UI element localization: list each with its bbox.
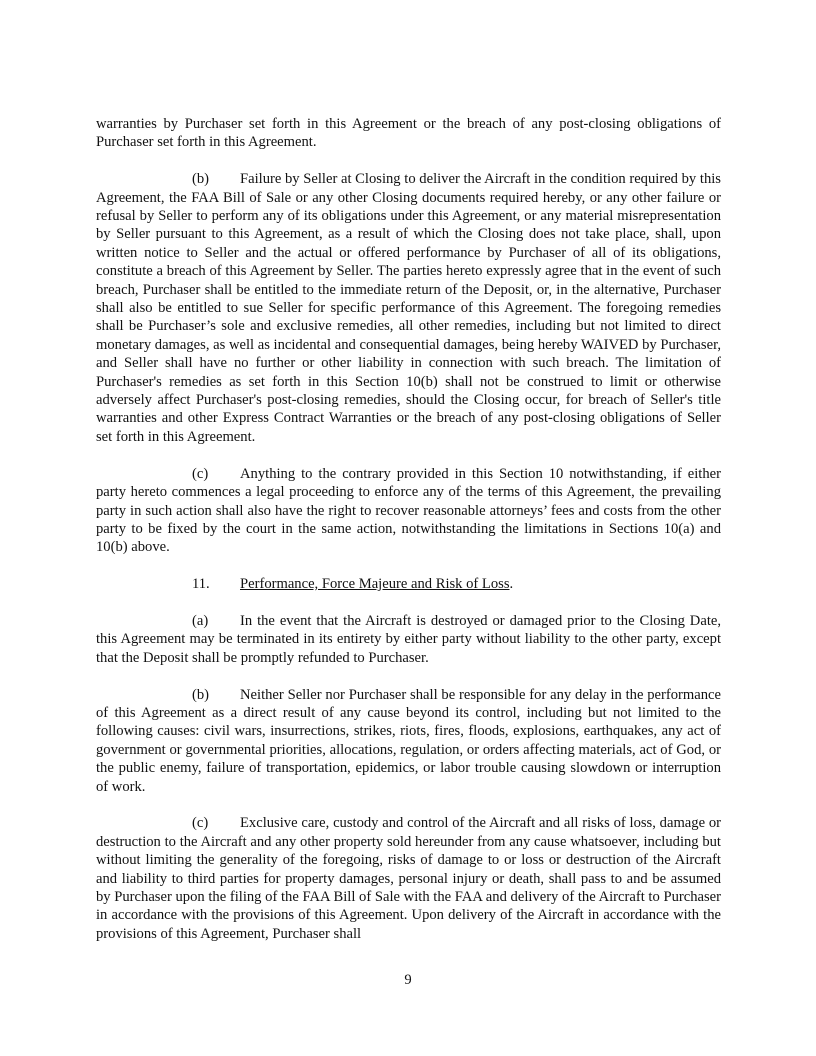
section-11-heading xyxy=(192,575,721,593)
section-10c-marker: (c) xyxy=(192,465,209,482)
section-11-title: Performance, Force Majeure and Risk of Loss xyxy=(240,576,510,593)
section-10c-paragraph xyxy=(96,465,721,557)
page-number: 9 xyxy=(404,972,412,988)
section-10b-text: Failure by Seller at Closing to deliver the Aircraft in the condition required by this Agreement, the FAA Bill of Sale or any other Closing documents required hereby, or any other failure or refusal by Seller to perform any of its obligations under this Agreement, or any material misrepresentation by Seller pursuant to this Agreement, as a result of which the Closing does not take place, shall, upon written notice to Seller and the actual or offered performance by Purchaser of all of its obligations, constitute a breach of this Agreement by Seller. The parties hereto expressly agree that in the event of such breach, Purchaser shall be entitled to the immediate return of the Deposit, or, in the alternative, Purchaser shall also be entitled to sue Seller for specific performance of this Agreement. The foregoing remedies shall be Purchaser’s sole and exclusive remedies, all other remedies, including but not limited to direct monetary damages, as well as incidental and consequential damages, being hereby WAIVED by Purchaser, and Seller shall have no further or other liability in connection with such breach. The limitation of Purchaser's remedies as set forth in this Section 10(b) shall not be construed to limit or otherwise adversely affect Purchaser's post-closing remedies, should the Closing occur, for breach of Seller's title warranties and other Express Contract Warranties or the breach of any post-closing obligations of Seller set forth in this Agreement. xyxy=(96,171,721,445)
section-11a-text: In the event that the Aircraft is destroyed or damaged prior to the Closing Date, this Agreement may be terminated in its entirety by either party without liability to the other party, except that the Deposit shall be promptly refunded to Purchaser. xyxy=(96,612,721,666)
section-11b-text: Neither Seller nor Purchaser shall be responsible for any delay in the performance of this Agreement as a direct result of any cause beyond its control, including but not limited to the following causes: civil wars, insurrections, strikes, riots, fires, floods, explosions, earthquakes, any act of government or governmental priorities, allocations, regulation, or orders affecting materials, act of God, or the public enemy, failure of transportation, epidemics, or labor trouble causing slowdown or interruption of work. xyxy=(96,686,721,795)
section-11-title-suffix: . xyxy=(509,576,514,593)
section-11-number: 11. xyxy=(192,576,210,593)
section-10c-text: Anything to the contrary provided in this Section 10 notwithstanding, if either party hereto commences a legal proceeding to enforce any of the terms of this Agreement, the prevailing party in such action shall also have the right to recover reasonable attorneys’ fees and costs from the other party to be fixed by the court in the same action, notwithstanding the limitations in Sections 10(a) and 10(b) above. xyxy=(96,465,721,556)
section-11c-paragraph xyxy=(96,814,721,943)
section-11b-paragraph xyxy=(96,686,721,796)
document-page xyxy=(96,115,721,962)
section-11a-marker: (a) xyxy=(192,612,209,629)
section-11c-marker: (c) xyxy=(192,815,209,832)
continuation-paragraph: warranties by Purchaser set forth in this Agreement or the breach of any post-closing obligations of Purchaser set forth in this Agreement. xyxy=(96,116,721,151)
section-10b-paragraph xyxy=(96,170,721,446)
section-11b-marker: (b) xyxy=(192,686,210,703)
section-11a-paragraph xyxy=(96,612,721,667)
section-11c-text: Exclusive care, custody and control of the Aircraft and all risks of loss, damage or destruction to the Aircraft and any other property sold hereunder from any cause whatsoever, including but without limiting the generality of the foregoing, risks of damage to or loss or destruction of the Aircraft and liability to third parties for property damages, personal injury or death, shall pass to and be assumed by Purchaser upon the filing of the FAA Bill of Sale with the FAA and delivery of the Aircraft to Purchaser in accordance with the provisions of this Agreement. Upon delivery of the Aircraft in accordance with the provisions of this Agreement, Purchaser shall xyxy=(96,815,721,942)
section-10b-marker: (b) xyxy=(192,171,210,188)
